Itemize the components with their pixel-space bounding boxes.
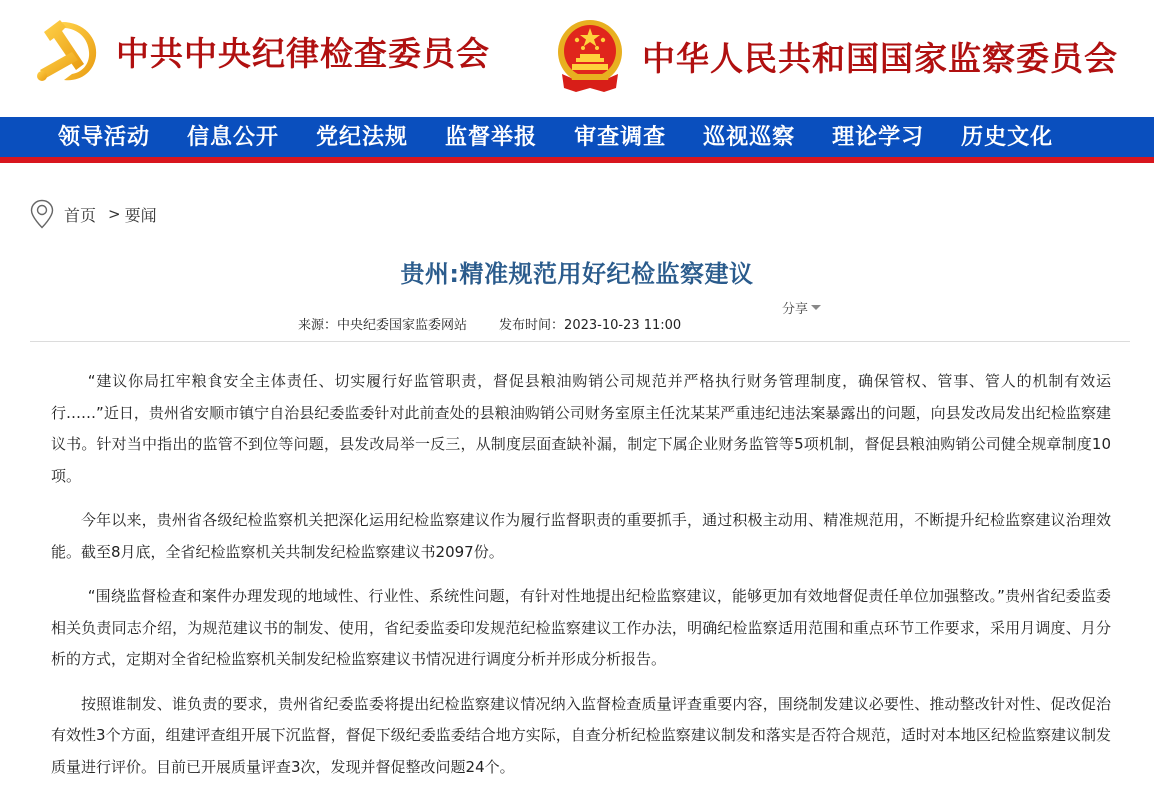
- source-label: 来源：: [298, 318, 338, 333]
- party-emblem-icon: [32, 18, 102, 84]
- source-value: 中央纪委国家监委网站: [337, 318, 468, 333]
- site-header: [0, 0, 1154, 117]
- breadcrumb-home[interactable]: 首页: [64, 205, 97, 225]
- nsc-title: 中华人民共和国国家监察委员会: [642, 38, 1118, 78]
- article-paragraph: “建议你局扛牢粮食安全主体责任、切实履行好监管职责，督促县粮油购销公司规范并严格执行财务管理制度，确保管权、管事、管人的机制有效运行……”近日，贵州省安顺市镇宁自治县纪委监委针对此前查处的县粮油购销公司财务室原主任沈某某严重违纪违法案暴露出的问题，向县发改局发出纪检监察建议书。针对当中指出的监管不到位等问题，县发改局举一反三，从制度层面查缺补漏，制定下属企业财务监管等5项机制，督促县粮油购销公司健全规章制度10项。: [51, 372, 1111, 485]
- main-nav: [0, 117, 1154, 163]
- nav-item-supervision-report[interactable]: 监督举报: [445, 124, 538, 150]
- divider: [30, 341, 1130, 342]
- nav-item-investigation[interactable]: 审查调查: [574, 124, 667, 150]
- location-pin-icon: [30, 199, 54, 229]
- breadcrumb-separator: >: [108, 205, 121, 223]
- article-body: [51, 366, 1111, 796]
- share-label: 分享: [782, 302, 809, 317]
- share-button[interactable]: [782, 298, 821, 317]
- ccdi-brand[interactable]: [32, 18, 490, 84]
- publish-time-label: 发布时间：: [499, 318, 565, 333]
- breadcrumb-current[interactable]: 要闻: [124, 205, 157, 225]
- chevron-down-icon: [811, 305, 821, 310]
- ccdi-title: 中共中央纪律检查委员会: [116, 33, 490, 73]
- breadcrumb: [30, 199, 157, 229]
- nav-item-regulations[interactable]: 党纪法规: [316, 124, 409, 150]
- nsc-brand[interactable]: [556, 18, 1118, 94]
- nav-item-theory-study[interactable]: 理论学习: [832, 124, 925, 150]
- article-paragraph: 按照谁制发、谁负责的要求，贵州省纪委监委将提出纪检监察建议情况纳入监督检查质量评查重要内容，围绕制发建议必要性、推动整改针对性、促改促治有效性3个方面，组建评查组开展下沉监督，督促下级纪委监委结合地方实际，自查分析纪检监察建议制发和落实是否符合规范，适时对本地区纪检监察建议制发质量进行评价。目前已开展质量评查3次，发现并督促整改问题24个。: [51, 694, 1111, 776]
- article-meta: [298, 314, 681, 333]
- nav-item-leadership[interactable]: 领导活动: [58, 124, 151, 150]
- publish-time-value: 2023-10-23 11:00: [564, 318, 682, 333]
- national-emblem-icon: [556, 18, 624, 94]
- nav-item-history-culture[interactable]: 历史文化: [961, 124, 1054, 150]
- nav-item-inspection[interactable]: 巡视巡察: [703, 124, 796, 150]
- nav-item-info-disclosure[interactable]: 信息公开: [187, 124, 280, 150]
- article-title: 贵州:精准规范用好纪检监察建议: [400, 260, 754, 288]
- article-paragraph: “围绕监督检查和案件办理发现的地域性、行业性、系统性问题，有针对性地提出纪检监察建议，能够更加有效地督促责任单位加强整改。”贵州省纪委监委相关负责同志介绍，为规范建议书的制发、使用，省纪委监委印发规范纪检监察建议工作办法，明确纪检监察适用范围和重点环节工作要求，采用月调度、月分析的方式，定期对全省纪检监察机关制发纪检监察建议书情况进行调度分析并形成分析报告。: [51, 587, 1111, 668]
- article-paragraph: 今年以来，贵州省各级纪检监察机关把深化运用纪检监察建议作为履行监督职责的重要抓手，通过积极主动用、精准规范用，不断提升纪检监察建议治理效能。截至8月底，全省纪检监察机关共制发纪检监察建议书2097份。: [51, 511, 1111, 561]
